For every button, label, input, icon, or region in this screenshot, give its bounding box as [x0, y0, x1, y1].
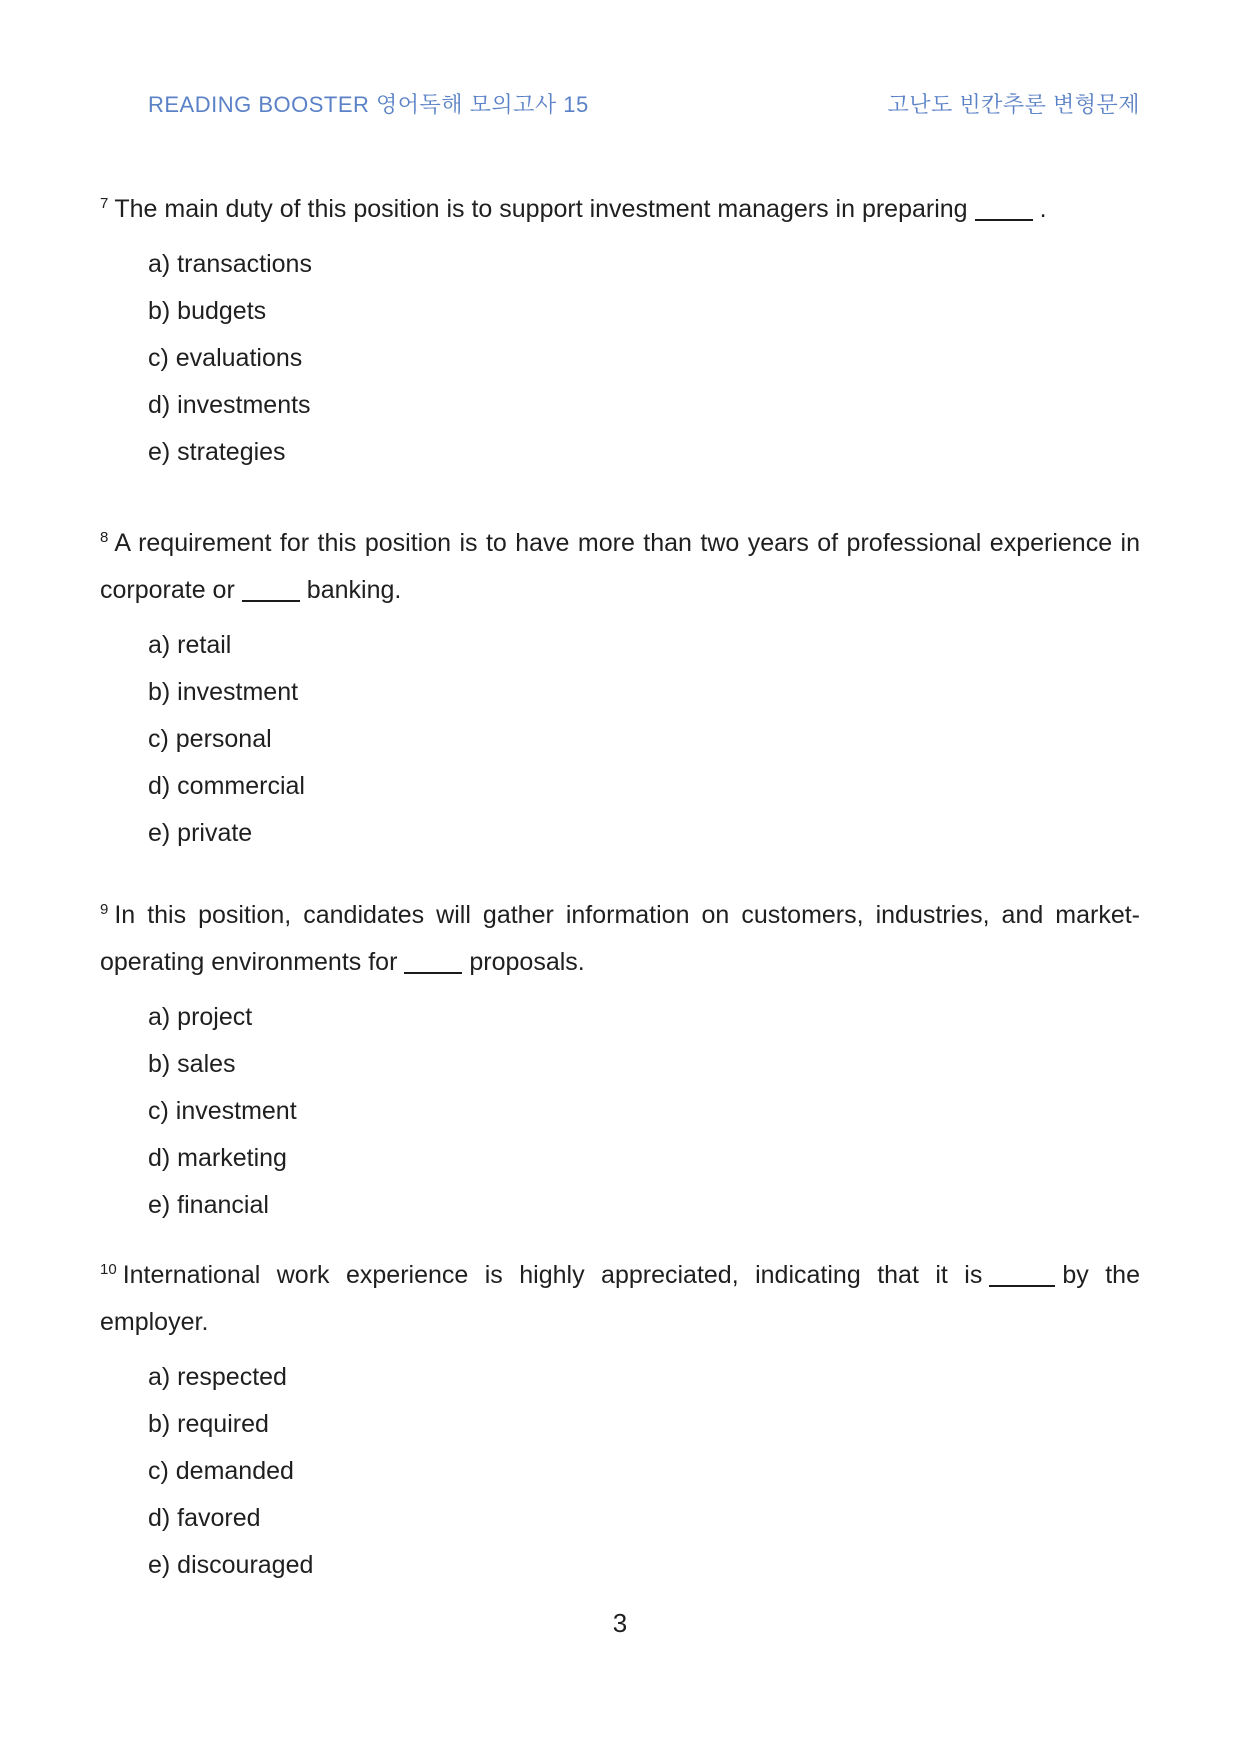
question-10-text — [100, 1252, 1140, 1346]
question-9-options — [100, 994, 1140, 1229]
question-10-text-before: International work experience is highly appreciated, indicating that it is — [122, 1261, 983, 1289]
question-10-text-after: by the employer. — [100, 1261, 1140, 1336]
question-9-text-before: In this position, candidates will gather information on customers, industries, and market-operating environments for — [100, 901, 1140, 976]
option-d: d) commercial — [148, 772, 305, 800]
question-8-text-after: banking. — [306, 576, 402, 604]
question-7-text-after: . — [1039, 195, 1047, 223]
question-10-number: 10 — [100, 1260, 117, 1278]
page-number: 3 — [612, 1608, 628, 1638]
option-a: a) transactions — [148, 250, 312, 278]
answer-blank — [404, 972, 462, 974]
question-8-text — [100, 520, 1140, 614]
option-e: e) private — [148, 819, 253, 847]
option-a: a) retail — [148, 631, 232, 659]
question-8-number: 8 — [100, 528, 109, 546]
question-7-number: 7 — [100, 194, 109, 212]
answer-blank — [975, 219, 1033, 221]
option-c: c) investment — [148, 1097, 297, 1125]
question-8-text-before: A requirement for this position is to have more than two years of professional experience in corporate or — [100, 529, 1140, 604]
question-9 — [100, 892, 1140, 1229]
question-10-options — [100, 1354, 1140, 1589]
option-b: b) required — [148, 1410, 269, 1438]
option-a: a) project — [148, 1003, 253, 1031]
question-9-number: 9 — [100, 900, 109, 918]
option-d: d) favored — [148, 1504, 261, 1532]
question-7-text — [100, 186, 1140, 233]
question-10 — [100, 1252, 1140, 1589]
answer-blank — [989, 1285, 1055, 1287]
question-7-options — [100, 241, 1140, 476]
option-c: c) demanded — [148, 1457, 294, 1485]
option-d: d) investments — [148, 391, 311, 419]
question-7-text-before: The main duty of this position is to support investment managers in preparing — [114, 195, 968, 223]
option-b: b) budgets — [148, 297, 267, 325]
question-9-text-after: proposals. — [469, 948, 585, 976]
option-e: e) financial — [148, 1191, 269, 1219]
question-9-text — [100, 892, 1140, 986]
header-subtitle: 고난도 빈칸추론 변형문제 — [887, 92, 1140, 117]
option-d: d) marketing — [148, 1144, 287, 1172]
question-7 — [100, 186, 1140, 476]
answer-blank — [242, 600, 300, 602]
option-b: b) investment — [148, 678, 299, 706]
option-c: c) personal — [148, 725, 272, 753]
question-8-options — [100, 622, 1140, 857]
option-b: b) sales — [148, 1050, 236, 1078]
option-c: c) evaluations — [148, 344, 303, 372]
option-e: e) discouraged — [148, 1551, 314, 1579]
question-8 — [100, 520, 1140, 857]
header-title: READING BOOSTER 영어독해 모의고사 15 — [148, 92, 589, 117]
option-e: e) strategies — [148, 438, 286, 466]
option-a: a) respected — [148, 1363, 287, 1391]
